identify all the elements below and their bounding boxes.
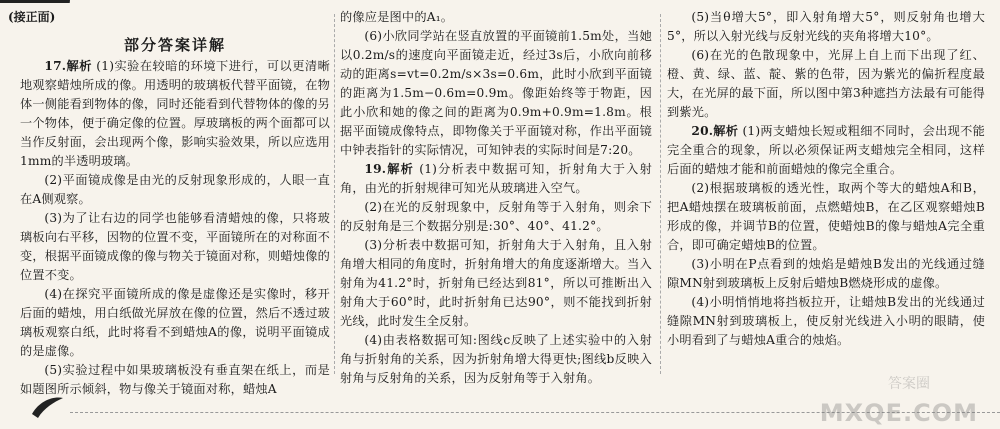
question-number: 19. xyxy=(364,162,387,176)
question-number: 17. xyxy=(44,59,67,73)
analysis-label: 解析 xyxy=(66,59,92,73)
answer-paragraph: 的像应是图中的A₁。 xyxy=(340,10,454,24)
answer-paragraph: (2)在光的反射现象中，反射角等于入射角，则余下的反射角是三个数据分别是:30°、40°、41.2°。 xyxy=(340,200,652,233)
question-number: 20. xyxy=(691,124,714,138)
watermark: MXQE.COM xyxy=(819,399,978,427)
watermark-subtitle: 答案圈 xyxy=(888,376,930,392)
analysis-label: 解析 xyxy=(386,162,415,176)
answer-paragraph: (2)平面镜成像是由光的反射现象形成的，人眼一直在A侧观察。 xyxy=(20,173,330,206)
section-title: 部分答案详解 xyxy=(123,36,226,54)
answer-paragraph: (2)根据玻璃板的透光性，取两个等大的蜡烛A和B，把A蜡烛摆在玻璃板前面，点燃蜡烛B，在乙区观察蜡烛B形成的像，并调节B的位置，使蜡烛B的像与蜡烛A完全重合，即可确定蜡烛B的位置。 xyxy=(667,181,985,252)
answer-paragraph: (3)为了让右边的同学也能够看清蜡烛的像，只将玻璃板向右平移，因物的位置不变，平面镜所在的对称面不变，根据平面镜成像的像与物关于镜面对称，则蜡烛像的位置不变。 xyxy=(20,211,330,282)
q20-heading-paragraph xyxy=(667,122,985,179)
column-divider xyxy=(660,14,661,374)
answer-text: (1)分析表中数据可知，折射角大于入射角，由光的折射规律可知光从玻璃进入空气。 xyxy=(340,162,652,195)
answer-paragraph: (4)小明悄悄地将挡板拉开，让蜡烛B发出的光线通过缝隙MN射到玻璃板上，使反射光线进入小明的眼睛，使小明看到了与蜡烛A重合的烛焰。 xyxy=(667,295,985,347)
answer-paragraph: (5)当θ增大5°，即入射角增大5°，则反射角也增大5°，所以入射光线与反射光线的夹角将增大10°。 xyxy=(667,10,985,43)
column-divider xyxy=(334,14,335,374)
q19-heading-paragraph xyxy=(340,160,652,198)
answer-paragraph: (5)实验过程中如果玻璃板没有垂直架在纸上，而是如题图所示倾斜，物与像关于镜面对称，蜡烛A xyxy=(20,363,330,396)
column-3 xyxy=(667,8,985,350)
answer-paragraph: (3)小明在P点看到的烛焰是蜡烛B发出的光线通过缝隙MN射到玻璃板上反射后蜡烛B燃烧形成的虚像。 xyxy=(667,257,985,290)
q17-heading-paragraph xyxy=(20,57,330,171)
answer-paragraph: (3)分析表中数据可知，折射角大于入射角，且入射角增大相同的角度时，折射角增大的角度逐渐增大。当入射角为41.2°时，折射角已经达到81°，所以可推断出入射角大于60°时，此时折射角已达90°，则不能找到折射光线，此时发生全反射。 xyxy=(340,238,652,328)
continuation-label: (接正面) xyxy=(8,10,56,24)
answer-paragraph: (6)小欣同学站在竖直放置的平面镜前1.5m处，当她以0.2m/s的速度向平面镜走近，经过3s后，小欣向前移动的距离s=vt=0.2m/s×3s=0.6m，此时小欣到平面镜的距离为1.5m−0.6m=0.9m。像距始终等于物距，因此小欣和她的像之间的距离为0.9m+0.9m=1.8m。根据平面镜成像特点，即物像关于平面镜对称，作出平面镜中钟表指针的实际情况，可知钟表的实际时间是7:20。 xyxy=(340,29,652,157)
answer-paragraph: (4)由表格数据可知:图线c反映了上述实验中的入射角与折射角的关系，因为折射角增大得更快;图线b反映入射角与反射角的关系，因为反射角等于入射角。 xyxy=(340,333,652,385)
answer-paragraph: (4)在探究平面镜所成的像是虚像还是实像时，移开后面的蜡烛，用白纸做光屏放在像的位置，然后不透过玻璃板观察白纸，此时将看不到蜡烛A的像，说明平面镜成的是虚像。 xyxy=(20,287,330,358)
answer-text: (1)实验在较暗的环境下进行，可以更清晰地观察蜡烛所成的像。用透明的玻璃板代替平面镜，在物体一侧能看到物体的像，同时还能看到代替物体的像的另一个物体，便于确定像的位置。厚玻璃板的两个面都可以当作反射面，会出现两个像，影响实验效果，所以应选用1mm的半透明玻璃。 xyxy=(20,59,330,168)
analysis-label: 解析 xyxy=(713,124,739,138)
column-1 xyxy=(20,57,330,399)
answer-paragraph: (6)在光的色散现象中，光屏上自上而下出现了红、橙、黄、绿、蓝、靛、紫的色带，因为紫光的偏折程度最大，在光屏的最下面，所以图中第3种遮挡方法最有可能得到紫光。 xyxy=(667,48,985,119)
column-2 xyxy=(340,8,652,388)
answer-text: (1)两支蜡烛长短或粗细不同时，会出现不能完全重合的现象，所以必须保证两支蜡烛完全相同，这样后面的蜡烛才能和前面蜡烛的像完全重合。 xyxy=(667,124,985,176)
scissors-icon xyxy=(30,394,64,420)
